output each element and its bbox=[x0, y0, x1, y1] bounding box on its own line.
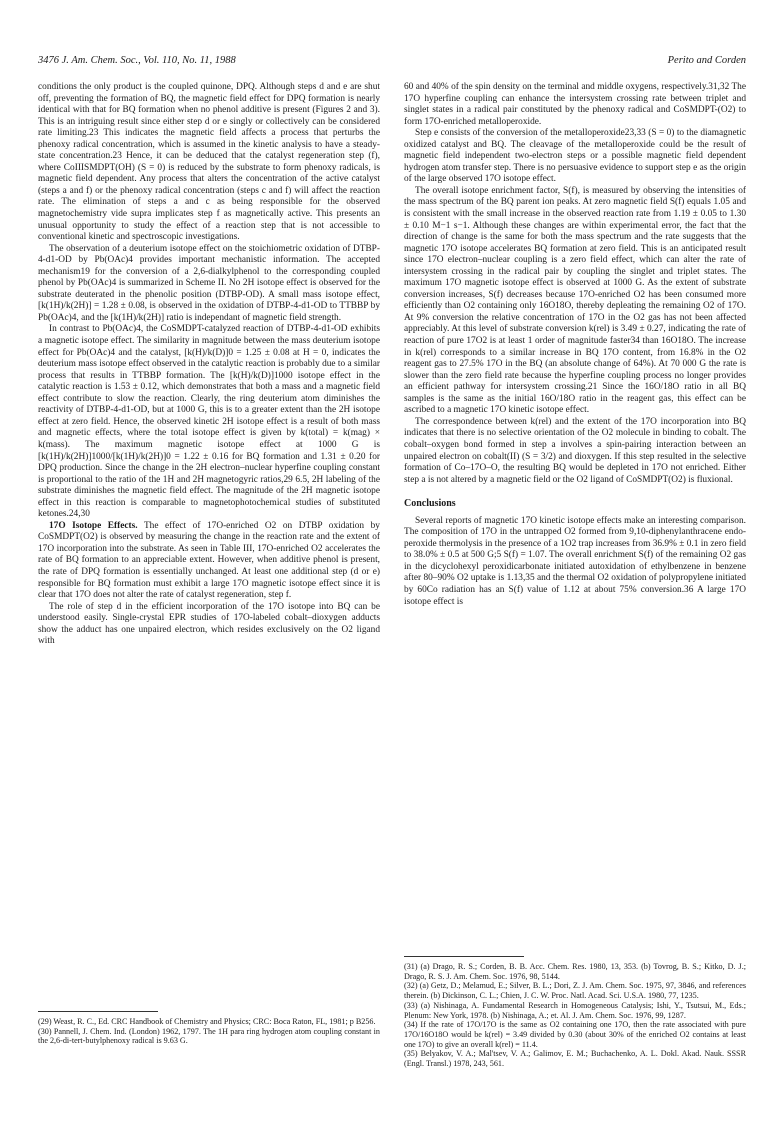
left-column bbox=[38, 82, 380, 648]
paragraph: 60 and 40% of the spin density on the terminal and middle oxygens, respectively.31,32 The 17O hyperfine coupling can enhance the intersystem crossing rate between triplet and singlet states in a radical pair constituted by the phenoxy radical and CoSMDPT-(O2) to form 17O-enriched metalloperoxide. bbox=[404, 82, 746, 127]
section-heading-conclusions: Conclusions bbox=[404, 498, 456, 510]
paragraph: The overall isotope enrichment factor, S(f), is measured by observing the intensities of the mass spectrum of the BQ parent ion peaks. At zero magnetic field S(f) equals 1.05 and is consistent with the small increase in the observed reaction rate from 1.19 ± 0.05 to 1.30 ± 0.10 M−1 s−1. Although these changes are within experimental error, the fact that the direction of change is the same for both the mass spectrum and the rate suggests that the magnetic 17O isotope accelerates BQ formation at zero field. This is an anticipated result since 17O electron–nuclear coupling is a zero field effect, which can alter the rate of intersystem crossing in the radical pair by coupling the singlet and triplet states. The maximum 17O magnetic isotope effect is observed at 1000 G. As the extent of substrate conversion increases, S(f) decreases because 17O-enriched O2 has been consumed more efficiently than O2 containing only 16O18O, thereby depleating the remaining O2 of 17O. At 9% conversion the relative concentration of 17O in the O2 gas has not been affected appreciably. At this level of substrate conversion k(rel) is 3.49 ± 0.27, indicating the rate of reaction of pure 17O2 is at least 1 order of magnitude faster34 than 16O18O. The increase in k(rel) corresponds to a similar increase in BQ 17O content, from 16.8% in the O2 reagent gas to 27.5% 17O in the BQ (an absolute change of 64%). At 70 000 G the rate is slower than the zero field rate because the hyperfine coupling process no longer provides an efficient pathway for intersystem crossing.21 Since the 16O/18O ratio in all BQ samples is the same as the initial 16O/18O ratio in the reagent gas, this effect can be ascribed to a magnetic 17O kinetic isotope effect. bbox=[404, 185, 746, 416]
page-header bbox=[38, 55, 746, 71]
footnote: (35) Belyakov, V. A.; Mal'tsev, V. A.; Galimov, E. M.; Buchachenko, A. L. Dokl. Akad. Nauk. SSSR (Engl. Transl.) 1978, 243, 561. bbox=[404, 1049, 746, 1069]
paragraph: Step e consists of the conversion of the metalloperoxide23,33 (S = 0) to the diamagnetic oxidized catalyst and BQ. The cleavage of the metalloperoxide could be the result of magnetic field independent two-electron steps or a possible magnetic field dependent hydrogen atom transfer step. There is no persuasive evidence to support step e as the origin of the large observed 17O isotope effect. bbox=[404, 128, 746, 185]
paragraph: conditions the only product is the coupled quinone, DPQ. Although steps d and e are shut off, preventing the formation of BQ, the magnetic field effect for DPQ formation is nearly identical with that for BQ formation when no phenol additive is present (Figures 2 and 3). This is an intriguing result since either step d or e singly or collectively can be considered rate limiting.23 This indicates the magnetic field affects a process that perturbs the phenoxy radical concentration, which is assumed in the kinetic analysis to have a steady-state concentration.23 Hence, it can be deduced that the catalyst regeneration step (f), where CoIIISMDPT(OH) (S = 0) is reduced by the substrate to form phenoxy radicals, is magnetic field dependent. Any process that alters the concentration of the active catalyst (steps a and f) or the phenoxy radical concentration (steps c and f) will affect the reaction rate. The elimination of steps a and c as being responsible for the observed magnetochemistry vide supra implicates step f as magnetically active. This presents an unusual opportunity to study the effect of a reaction step that is not accessible to conventional kinetic and spectroscopic investigations. bbox=[38, 82, 380, 243]
paragraph: The observation of a deuterium isotope effect on the stoichiometric oxidation of DTBP-4-d1-OD by Pb(OAc)4 provides important mechanistic information. The accepted mechanism19 for the conversion of a 2,6-dialkylphenol to the corresponding coupled phenol by Pb(OAc)4 is summarized in Scheme II. No 2H isotope effect is observed for the substrate deuterated in the phenolic position (DTBP-OD). A small mass isotope effect, [k(1H)/k(2H)] = 1.28 ± 0.08, is observed in the oxidation of DTBP-4-d1-OD to TTBBP by Pb(OAc)4, and the [k(1H)/k(2H)] ratio is independant of magnetic field strength. bbox=[38, 243, 380, 323]
footnote: (34) If the rate of 17O/17O is the same as O2 containing one 17O, then the rate associated with pure 17O/16O18O would be k(rel) = 3.49 divided by 0.30 (about 30% of the enriched O2 contains at least one 17O) to give an overall k(rel) = 11.4. bbox=[404, 1020, 746, 1049]
footnotes-right bbox=[404, 956, 746, 1069]
paragraph-17o-isotope-effects bbox=[38, 521, 380, 602]
paragraph-text: The effect of 17O-enriched O2 on DTBP oxidation by CoSMDPT(O2) is observed by measuring the change in the reaction rate and the extent of 17O incorporation into the substrate. As seen in Table III, 17O-enriched O2 accelerates the rate of BQ formation to an appreciable extent. However, when additive phenol is present, the rate of DPQ formation is essentially unchanged. At least one additional step (d or e) responsible for BQ formation must exhibit a large 17O magnetic isotope effect since it is clear that 17O does not alter the rate of catalyst regeneration, step f. bbox=[38, 520, 380, 601]
paragraph: The role of step d in the efficient incorporation of the 17O isotope into BQ can be understood easily. Single-crystal EPR studies of 17O-labeled cobalt–dioxygen adducts show the adduct has one unpaired electron, which resides exclusively on the O2 ligand with bbox=[38, 601, 380, 647]
running-head-journal: 3476 J. Am. Chem. Soc., Vol. 110, No. 11, 1988 bbox=[38, 55, 236, 66]
footnote: (33) (a) Nishinaga, A. Fundamental Research in Homogeneous Catalysis; Ishi, Y., Tsutsui, M., Eds.; Plenum: New York, 1978. (b) Nishinaga, A.; et. Al. J. Am. Chem. Soc. 1976, 99, 1287. bbox=[404, 1000, 746, 1020]
section-run-in-title: 17O Isotope Effects. bbox=[49, 520, 138, 531]
paragraph: In contrast to Pb(OAc)4, the CoSMDPT-catalyzed reaction of DTBP-4-d1-OD exhibits a magnetic isotope effect. The similarity in magnitude between the mass deuterium isotope effect for Pb(OAc)4 and the catalyst, [k(H)/k(D)]0 = 1.25 ± 0.08 at H = 0, indicates the deuterium mass isotope effect observed in the catalytic reaction is probably due to a similar process that results in TTBBP formation. The [k(H)/k(D)]1000 isotope effect in the catalytic reaction is 1.53 ± 0.12, which demonstrates that both a mass and a magnetic field effect contribute to slow the reaction. Clearly, the ring deuterium atom diminishes the reactivity of DTBP-4-d1-OD, but at 1000 G, this is to a greater extent than the 2H isotope effect at zero field. Hence, the observed kinetic 2H isotope effect is a result of both mass and magnetic effects, where the total isotope effect is given by k(total) = k(mag) × k(mass). The maximum magnetic isotope effect at 1000 G is [k(1H)/k(2H)]1000/[k(1H)/k(2H)]0 = 1.22 ± 0.16 for BQ formation and 1.31 ± 0.20 for DPQ production. Since the change in the 2H electron–nuclear hyperfine coupling constant is proportional to the ratio of the 1H and 2H magnetogyric ratios,29 6.5, 2H labeling of the substrate diminishes the magnetic field effect. The magnitude of the 2H magnetic isotope effect in this reaction is comparable to magnetophotochemical studies of substituted ketones.24,30 bbox=[38, 324, 380, 520]
running-head-authors: Perito and Corden bbox=[667, 55, 746, 66]
footnote: (29) Weast, R. C., Ed. CRC Handbook of Chemistry and Physics; CRC: Boca Raton, FL, 1981; p B256. bbox=[38, 1017, 376, 1026]
paragraph: The correspondence between k(rel) and the extent of the 17O incorporation into BQ indicates that there is no selective orientation of the O2 molecule in binding to cobalt. The cobalt–oxygen bond formed in step a involves a spin-pairing interaction between an unpaired electron on cobalt(II) (S = 3/2) and dioxygen. If this step resulted in the selective formation of Co–17O–O, the resulting BQ would be depleted in 17O not enriched. Either step a is not altered by a magnetic field or the O2 ligand of CoSMDPT(O2) is fluxional. bbox=[404, 416, 746, 485]
footnote: (30) Pannell, J. Chem. Ind. (London) 1962, 1797. The 1H para ring hydrogen atom coupling constant in the 2,6-di-tert-butylphenoxy radical is 9.63 G. bbox=[38, 1026, 380, 1046]
right-column bbox=[404, 82, 746, 608]
footnotes-left bbox=[38, 1011, 380, 1046]
footnote: (32) (a) Getz, D.; Melamud, E.; Silver, B. L.; Dori, Z. J. Am. Chem. Soc. 1975, 97, 3846, and references therein. (b) Dickinson, C. L.; Chien, J. C. W. Proc. Natl. Acad. Sci. U.S.A. 1980, 77, 1235. bbox=[404, 981, 746, 1001]
paragraph: Several reports of magnetic 17O kinetic isotope effects make an interesting comparison. The composition of 17O in the untrapped O2 formed from 9,10-diphenylanthracene endo-peroxide thermolysis in the presence of a 1O2 trap increases from 36.9% ± 0.1 in zero field to 38.0% ± 0.5 at 500 G;5 S(f) = 1.07. The overall enrichment S(f) of the remaining O2 gas in the dicyclohexyl peroxidicarbonate initiated autoxidation of ethylbenzene in benzene after 80–90% O2 uptake is 1.13,35 and the thermal O2 oxidation of polypropylene initiated by 60Co radiation has an S(f) value of 1.12 at about 75% conversion.36 A large 17O isotope effect is bbox=[404, 515, 746, 607]
footnote: (31) (a) Drago, R. S.; Corden, B. B. Acc. Chem. Res. 1980, 13, 353. (b) Tovrog, B. S.; Kitko, D. J.; Drago, R. S. J. Am. Chem. Soc. 1976, 98, 5144. bbox=[404, 962, 746, 981]
